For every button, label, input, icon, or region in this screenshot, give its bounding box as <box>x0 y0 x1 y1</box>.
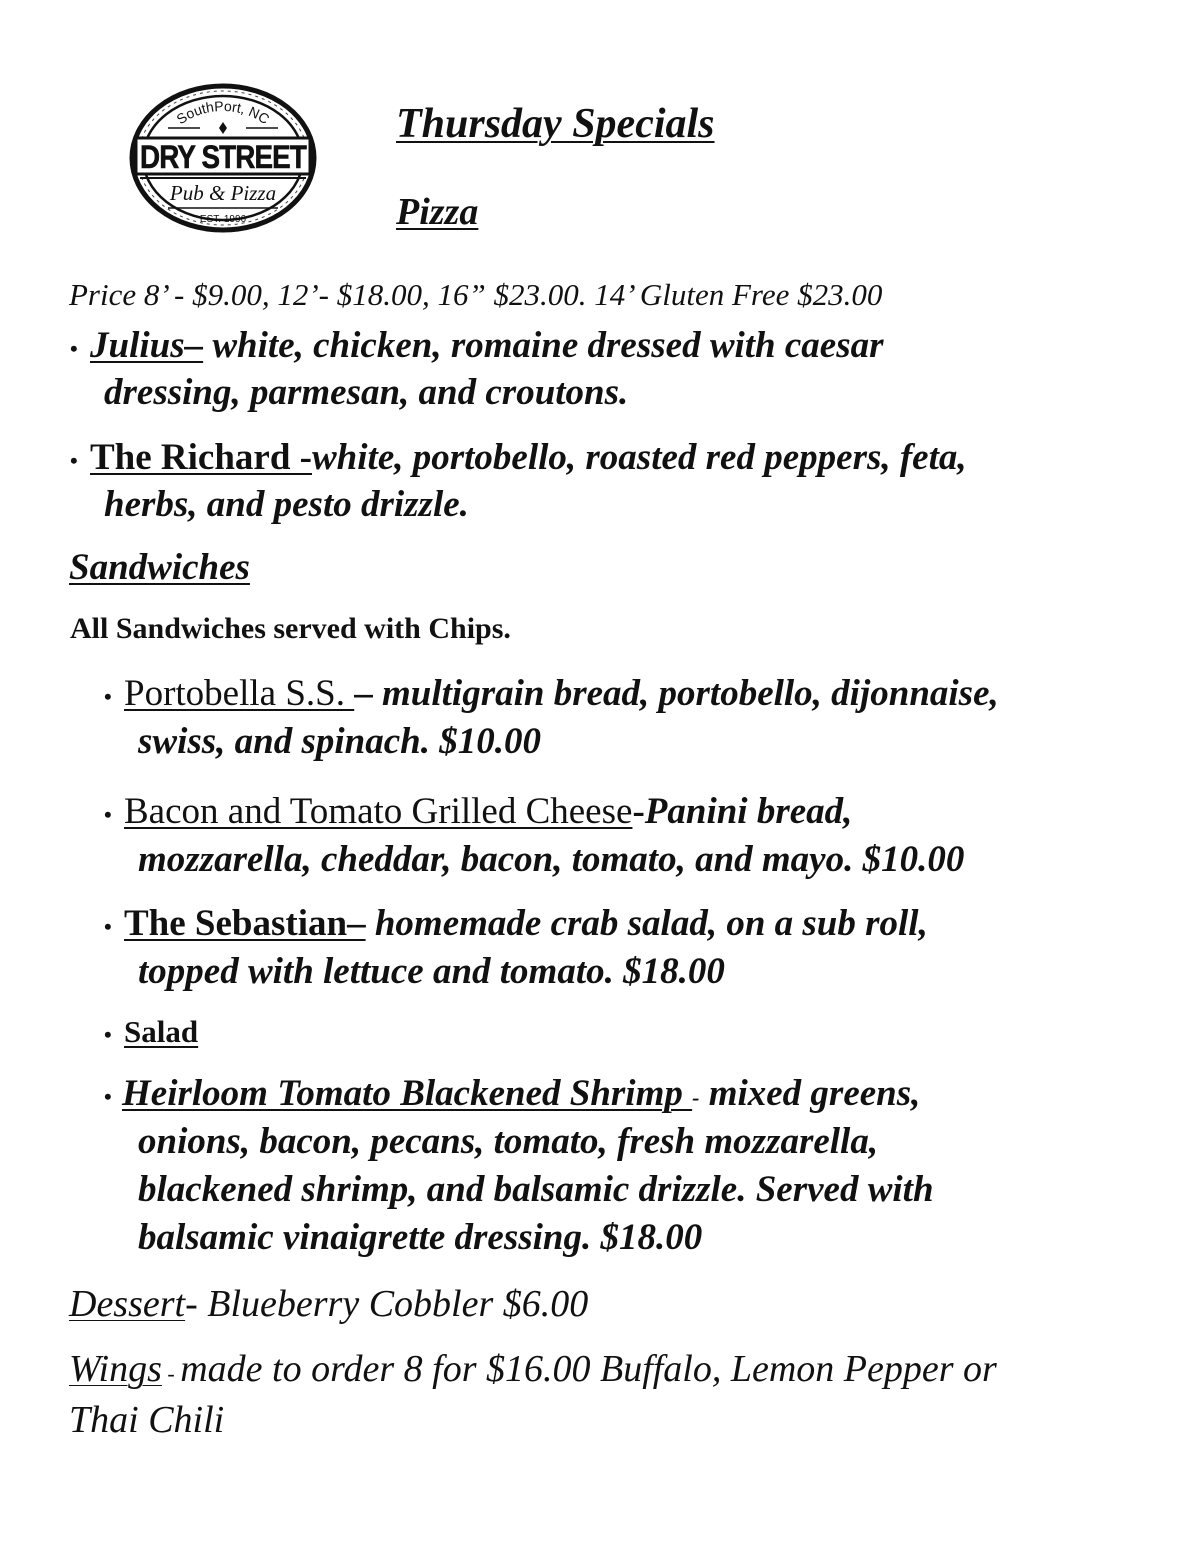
item-separator <box>366 903 375 944</box>
pizza-item-julius <box>70 322 884 372</box>
item-name: The Sebastian– <box>124 903 366 944</box>
dry-street-logo <box>128 82 318 234</box>
sandwiches-heading: Sandwiches <box>69 547 250 588</box>
item-desc-line1: mixed greens, <box>699 1073 921 1114</box>
item-name: Bacon and Tomato Grilled Cheese <box>124 791 633 832</box>
salad-heading-row <box>104 1012 198 1055</box>
wings-label: Wings <box>69 1348 162 1390</box>
item-desc-line1: white, portobello, roasted red peppers, feta, <box>312 437 967 478</box>
item-desc-line2: herbs, and pesto drizzle. <box>104 484 469 525</box>
bullet-icon: • <box>104 1084 112 1110</box>
item-desc-line2: onions, bacon, pecans, tomato, fresh mozzarella, <box>138 1121 879 1162</box>
pizza-heading: Pizza <box>396 191 479 233</box>
item-desc-line2: swiss, and spinach. $10.00 <box>138 721 541 762</box>
item-desc-line1: white, chicken, romaine dressed with caesar <box>203 325 884 366</box>
dessert-text: - Blueberry Cobbler $6.00 <box>185 1283 589 1325</box>
sandwiches-note: All Sandwiches served with Chips. <box>70 612 511 645</box>
item-desc-line2: dressing, parmesan, and croutons. <box>104 372 629 413</box>
bullet-icon: • <box>104 914 112 940</box>
item-desc-line2: topped with lettuce and tomato. $18.00 <box>138 951 725 992</box>
logo-emblem-icon <box>128 82 318 234</box>
item-desc-line1: multigrain bread, portobello, dijonnaise, <box>382 673 999 714</box>
wings-separator: - <box>161 1361 181 1386</box>
wings-row-1 <box>69 1346 997 1397</box>
page-title: Thursday Specials <box>396 101 715 147</box>
bullet-icon: • <box>104 1021 112 1047</box>
item-separator: - <box>692 1085 700 1110</box>
logo-script-text: Pub & Pizza <box>169 181 277 205</box>
dessert-label: Dessert <box>69 1283 186 1325</box>
item-name: Julius– <box>90 325 204 366</box>
item-desc-line3: blackened shrimp, and balsamic drizzle. Served with <box>138 1169 934 1210</box>
item-separator: - <box>632 791 645 832</box>
item-separator: – <box>354 673 382 714</box>
logo-top-arc-text: SouthPort, NC <box>173 97 273 128</box>
item-name: Portobella S.S. <box>124 673 355 714</box>
item-desc-line4: balsamic vinaigrette dressing. $18.00 <box>138 1217 703 1258</box>
pizza-price-line: Price 8’ - $9.00, 12’- $18.00, 16” $23.00. 14’ Gluten Free $23.00 <box>69 277 883 312</box>
wings-line <box>69 1346 997 1444</box>
logo-est-text: EST. 1996 <box>199 214 247 225</box>
item-desc-line2: mozzarella, cheddar, bacon, tomato, and mayo. $10.00 <box>138 839 965 880</box>
item-name: The Richard - <box>90 437 312 478</box>
logo-name-text: DRY STREET <box>140 139 308 175</box>
sandwich-item-portobella <box>104 670 999 720</box>
wings-text-line1: made to order 8 for $16.00 Buffalo, Lemon Pepper or <box>180 1348 997 1390</box>
dessert-line <box>69 1282 588 1326</box>
bullet-icon: • <box>104 684 112 710</box>
bullet-icon: • <box>70 448 78 474</box>
sandwich-item-sebastian <box>104 900 928 950</box>
bullet-icon: • <box>104 802 112 828</box>
item-name: Heirloom Tomato Blackened Shrimp <box>122 1073 693 1114</box>
sandwich-item-bacon-tomato <box>104 788 852 838</box>
salad-item-heirloom <box>104 1070 920 1121</box>
item-desc-line1: homemade crab salad, on a sub roll, <box>374 903 928 944</box>
wings-text-line2: Thai Chili <box>69 1399 225 1441</box>
pizza-item-richard <box>70 434 967 484</box>
salad-heading: Salad <box>124 1014 199 1049</box>
item-desc-line1: Panini bread, <box>644 791 853 832</box>
bullet-icon: • <box>70 336 78 362</box>
